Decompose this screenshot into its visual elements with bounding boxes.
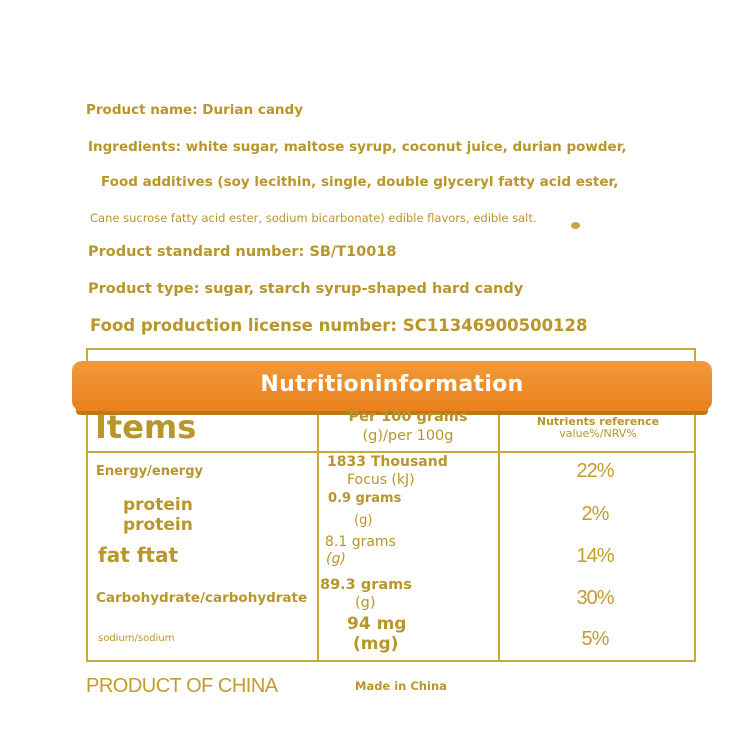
row-sodium-nrv: 5% — [581, 628, 609, 650]
table-divider — [317, 408, 319, 662]
food-additives-line: Food additives (soy lecithin, single, double glyceryl fatty acid ester, — [101, 174, 619, 190]
nutrition-title: Nutritioninformation — [260, 372, 524, 397]
row-protein-item-2: protein — [123, 515, 193, 535]
nutrition-banner — [72, 361, 712, 411]
ink-dot-icon — [571, 222, 580, 229]
table-header-divider — [86, 451, 696, 453]
standard-number-line: Product standard number: SB/T10018 — [88, 244, 397, 260]
row-fat-nrv: 14% — [576, 545, 614, 567]
row-protein-amount-2: (g) — [354, 513, 373, 528]
row-fat-amount-2: (g) — [326, 551, 346, 567]
ingredients-line: Ingredients: white sugar, maltose syrup, coconut juice, durian powder, — [88, 139, 627, 155]
license-number-line: Food production license number: SC11346900500128 — [90, 316, 588, 335]
row-protein-nrv: 2% — [581, 503, 609, 525]
header-per-line2: (g)/per 100g — [362, 428, 454, 444]
row-protein-amount-1: 0.9 grams — [328, 491, 402, 506]
cane-sucrose-line: Cane sucrose fatty acid ester, sodium bicarbonate) edible flavors, edible salt. — [90, 211, 537, 225]
row-fat-item: fat ftat — [98, 543, 179, 567]
row-fat-amount-1: 8.1 grams — [325, 534, 396, 550]
row-protein-item-1: protein — [123, 495, 193, 515]
row-carb-amount-2: (g) — [355, 595, 376, 611]
header-per-100g — [320, 408, 496, 446]
product-of-china: PRODUCT OF CHINA — [86, 675, 278, 697]
row-carb-nrv: 30% — [576, 587, 614, 609]
product-type-line: Product type: sugar, starch syrup-shaped hard candy — [88, 281, 524, 297]
header-per-line1: Per 100 grams — [348, 409, 468, 425]
row-carb-amount-1: 89.3 grams — [320, 577, 412, 593]
row-energy-item: Energy/energy — [96, 464, 203, 479]
header-items: Items — [95, 408, 197, 446]
row-energy-nrv: 22% — [576, 460, 614, 482]
row-sodium-amount-1: 94 mg — [347, 614, 407, 634]
header-nrv-line1: Nutrients reference — [536, 415, 660, 428]
row-energy-amount-1: 1833 Thousand — [327, 454, 448, 470]
row-sodium-item: sodium/sodium — [98, 633, 175, 644]
row-sodium-amount-2: (mg) — [353, 634, 399, 654]
table-divider — [498, 408, 500, 662]
row-carb-item: Carbohydrate/carbohydrate — [96, 590, 308, 606]
row-energy-amount-2: Focus (kJ) — [347, 472, 415, 488]
made-in-china: Made in China — [355, 679, 447, 693]
header-nrv-line2: value%/NRV% — [559, 427, 637, 440]
header-nrv — [500, 416, 696, 440]
product-name-line: Product name: Durian candy — [86, 102, 304, 118]
